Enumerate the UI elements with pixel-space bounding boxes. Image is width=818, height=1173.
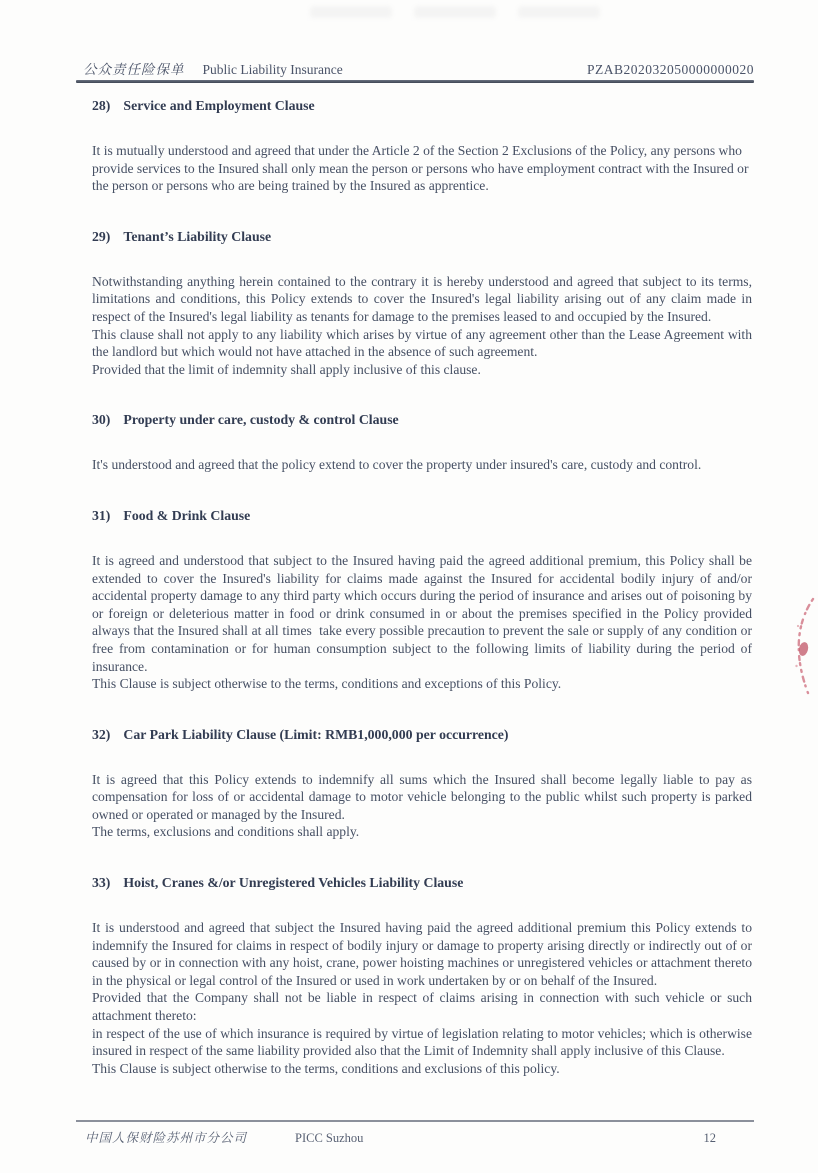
- clause-paragraph: This clause shall not apply to any liability which arises by virtue of any agreement other than the Lease Agreement with the landlord but which would not have attached in the absence of such agreement.: [92, 326, 752, 360]
- clause-number: 28): [92, 98, 111, 113]
- clause-number: 31): [92, 507, 111, 523]
- clause-paragraph: Provided that the Company shall not be liable in respect of claims arising in connection with such vehicle or such attachment thereto:: [92, 990, 752, 1024]
- header-title-en: Public Liability Insurance: [202, 62, 343, 77]
- clause-paragraph: Notwithstanding anything herein contained to the contrary it is hereby understood and agreed that subject to its terms, limitations and conditions, this Policy extends to cover the Insured's legal liability arising out of any claim made in respect of the Insured's legal liability as tenants for damage to the premises leased to and occupied by the Insured.: [92, 273, 752, 324]
- footer-company-en: PICC Suzhou: [295, 1131, 364, 1145]
- page-footer: [85, 1128, 754, 1146]
- clauses: [92, 84, 752, 1077]
- clause-number: 33): [92, 875, 111, 891]
- clause-section: [92, 228, 752, 379]
- clause-body: [92, 142, 752, 195]
- policy-number: PZAB202032050000000020: [586, 62, 754, 77]
- clause-paragraph: It is agreed that this Policy extends to indemnify all sums which the Insured shall become legally liable to pay as compensation for loss of or accidental damage to motor vehicle belonging to the public whilst such property is parked owned or operated or managed by the Insured.: [92, 771, 752, 822]
- clause-heading: [92, 726, 752, 743]
- clause-title: Property under care, custody & control Clause: [123, 412, 399, 428]
- clause-section: [92, 411, 752, 474]
- clause-title: Food & Drink Clause: [123, 507, 251, 523]
- clause-title: Car Park Liability Clause (Limit: RMB1,000,000 per occurrence): [123, 726, 509, 742]
- footer-rule: [76, 1120, 754, 1122]
- clause-section: [92, 874, 752, 1077]
- clause-heading: [92, 228, 752, 245]
- clause-title: Tenant’s Liability Clause: [123, 228, 272, 244]
- clause-paragraph: This Clause is subject otherwise to the terms, conditions and exclusions of this policy.: [92, 1060, 560, 1076]
- clause-paragraph: It's understood and agreed that the policy extend to cover the property under insured's care, custody and control.: [92, 457, 702, 473]
- clause-heading: [92, 874, 752, 891]
- clause-heading: [92, 97, 752, 114]
- clause-title: Service and Employment Clause: [123, 98, 315, 113]
- footer-company-zh: 中国人保财险苏州市分公司: [85, 1131, 248, 1145]
- clause-body: [92, 919, 752, 1077]
- clause-number: 32): [92, 726, 111, 742]
- page-number: 12: [703, 1131, 716, 1145]
- clause-body: [92, 273, 752, 379]
- clause-paragraph: The terms, exclusions and conditions shall apply.: [92, 824, 360, 840]
- header-title-zh: 公众责任险保单: [83, 62, 185, 77]
- clause-paragraph: This Clause is subject otherwise to the terms, conditions and exceptions of this Policy.: [92, 676, 562, 692]
- clause-paragraph: It is mutually understood and agreed that under the Article 2 of the Section 2 Exclusions of the Policy, any persons who provide services to the Insured shall only mean the person or persons who have employment contract with the Insured or the person or persons who are being trained by the Insured as apprentice.: [92, 143, 749, 194]
- clause-body: [92, 456, 752, 474]
- clause-number: 30): [92, 412, 111, 428]
- clause-heading: [92, 507, 752, 524]
- clause-paragraph: Provided that the limit of indemnity shall apply inclusive of this clause.: [92, 361, 481, 377]
- clause-number: 29): [92, 228, 111, 244]
- clause-paragraph: in respect of the use of which insurance is required by virtue of legislation relating to motor vehicles; which is otherwise insured in respect of the same liability provided also that the Limit of Indemnity shall apply inclusive of this Clause.: [92, 1025, 752, 1059]
- clause-paragraph: It is understood and agreed that subject the Insured having paid the agreed additional premium this Policy extends to indemnify the Insured for claims in respect of bodily injury or damage to property arising directly or indirectly out of or caused by or in connection with any hoist, crane, power hoisting machines or unregistered vehicles or attachment thereto in the physical or legal control of the Insured or used in work undertaken by or on behalf of the Insured.: [92, 920, 752, 988]
- scan-bleedthrough-artifact: [310, 6, 600, 18]
- page-header: [83, 58, 754, 78]
- clause-section: [92, 97, 752, 195]
- clause-title: Hoist, Cranes &/or Unregistered Vehicles Liability Clause: [123, 875, 464, 891]
- clause-body: [92, 552, 752, 693]
- clause-body: [92, 771, 752, 841]
- clause-heading: [92, 411, 752, 428]
- stamp-mark: [787, 596, 817, 696]
- header-rule: [76, 80, 754, 83]
- clause-paragraph: It is agreed and understood that subject to the Insured having paid the agreed additional premium, this Policy shall be extended to cover the Insured's liability for claims made against the Insured for accidental bodily injury of and/or accidental property damage to any third party which occurs during the period of insurance and arises out of poisoning by or foreign or deleterious matter in food or drink consumed in or about the premises specified in the Policy provided always that the Insured shall at all times take every possible precaution to prevent the sale or supply of any condition or free from contamination or for human consumption subject to the following limits of liability during the period of insurance.: [92, 552, 752, 674]
- seal-edge-icon: [787, 596, 817, 696]
- clause-section: [92, 507, 752, 693]
- clause-section: [92, 726, 752, 841]
